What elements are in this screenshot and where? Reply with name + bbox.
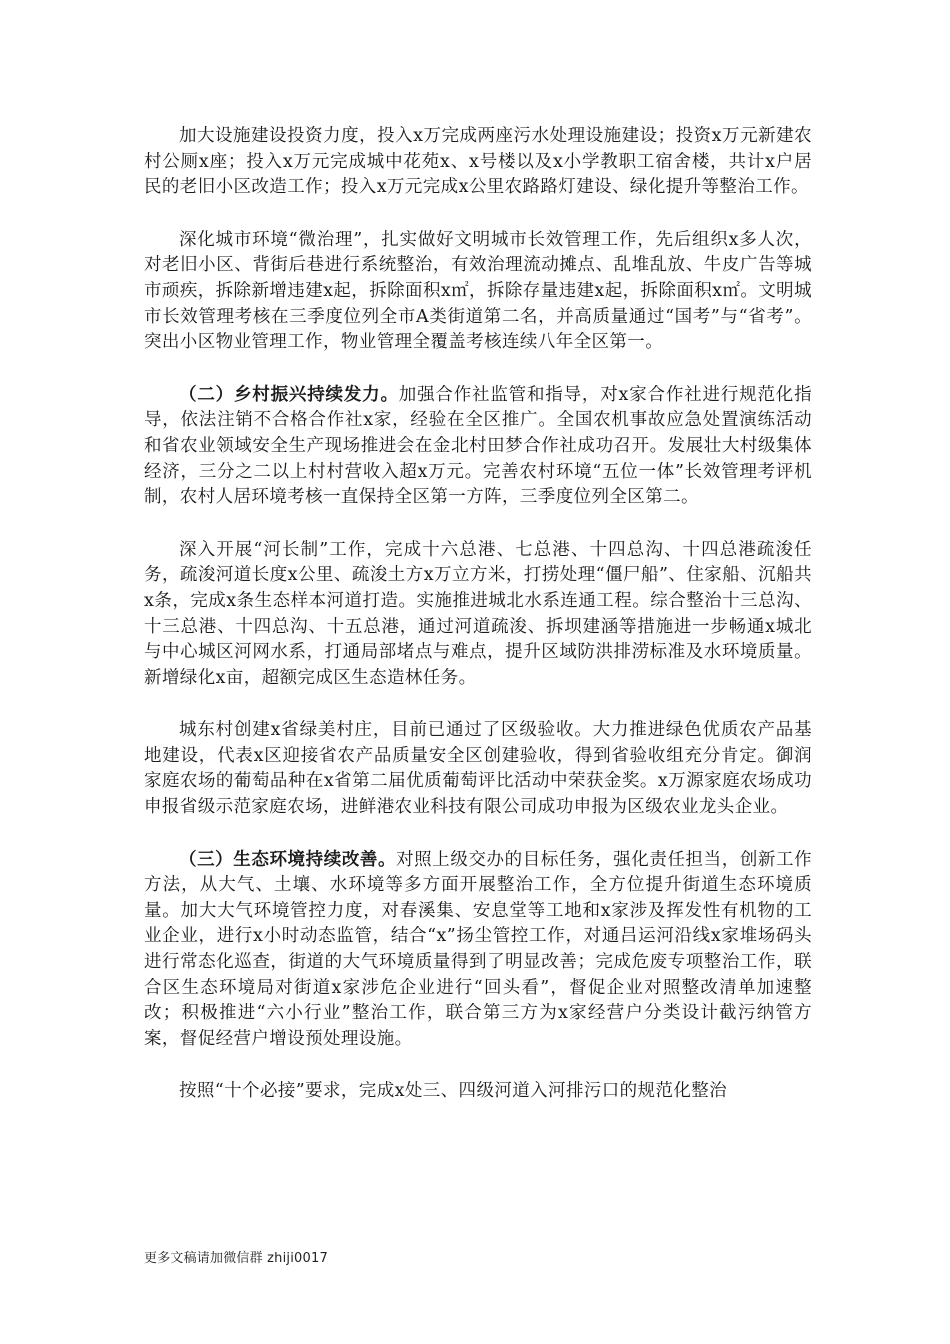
paragraph-facility-investment [144,124,812,201]
footer-note: 更多文稿请加微信群 zhiji0017 [144,1251,328,1266]
paragraph-text: 深化城市环境“微治理”，扎实做好文明城市长效管理工作，先后组织x多人次，对老旧小区、背街后巷进行系统整治，有效治理流动摊点、乱堆乱放、牛皮广告等城市顽疾，拆除新增违建x起，拆除面积x㎡，拆除存量违建x起，拆除面积x㎡。文明城市长效管理考核在三季度位列全市A类街道第二名，并高质量通过“国考”与“省考”。突出小区物业管理工作，物业管理全覆盖考核连续八年全区第一。 [144,229,812,353]
paragraph-green-village [144,718,812,820]
section-heading: （三）生态环境持续改善。 [179,849,397,870]
paragraph-text: 按照“十个必接”要求，完成x处三、四级河道入河排污口的规范化整治 [179,1081,728,1102]
document-body [144,124,812,1132]
paragraph-rural-revitalization [144,383,812,511]
paragraph-river-chief [144,538,812,692]
paragraph-text: 加强合作社监管和指导，对x家合作社进行规范化指导，依法注销不合格合作社x家，经验在全区推广。全国农机事故应急处置演练活动和省农业领域安全生产现场推进会在金北村田梦合作社成功召开。发展壮大村级集体经济，三分之二以上村村营收入超x万元。完善农村环境“五位一体”长效管理考评机制，农村人居环境考核一直保持全区第一方阵，三季度位列全区第二。 [144,384,812,508]
paragraph-text: 城东村创建x省绿美村庄，目前已通过了区级验收。大力推进绿色优质农产品基地建设，代表x区迎接省农产品质量安全区创建验收，得到省验收组充分肯定。御润家庭农场的葡萄品种在x省第二届优质葡萄评比活动中荣获金奖。x万源家庭农场成功申报省级示范家庭农场，进鲜港农业科技有限公司成功申报为区级农业龙头企业。 [144,720,812,818]
paragraph-ecological-environment [144,848,812,1053]
paragraph-sewage-outlets [144,1079,812,1105]
section-heading: （二）乡村振兴持续发力。 [179,384,399,405]
paragraph-text: 加大设施建设投资力度，投入x万完成两座污水处理设施建设；投资x万元新建农村公厕x座；投入x万元完成城中花苑x、x号楼以及x小学教职工宿舍楼，共计x户居民的老旧小区改造工作；投入x万元完成x公里农路路灯建设、绿化提升等整治工作。 [144,126,812,198]
paragraph-urban-micro-governance [144,228,812,356]
paragraph-text: 深入开展“河长制”工作，完成十六总港、七总港、十四总沟、十四总港疏浚任务，疏浚河道长度x公里、疏浚土方x万立方米，打捞处理“僵尸船”、住家船、沉船共x条，完成x条生态样本河道打造。实施推进城北水系连通工程。综合整治十三总沟、十三总港、十四总沟、十五总港，通过河道疏浚、拆坝建涵等措施进一步畅通x城北与中心城区河网水系，打通局部堵点与难点，提升区域防洪排涝标准及水环境质量。新增绿化x亩，超额完成区生态造林任务。 [144,539,812,688]
paragraph-text: 对照上级交办的目标任务，强化责任担当，创新工作方法，从大气、土壤、水环境等多方面开展整治工作，全方位提升街道生态环境质量。加大大气环境管控力度，对春溪集、安息堂等工地和x家涉及挥发性有机物的工业企业，进行x小时动态监管，结合“x”扬尘管控工作，对通吕运河沿线x家堆场码头进行常态化巡查，街道的大气环境质量得到了明显改善；完成危废专项整治工作，联合区生态环境局对街道x家涉危企业进行“回头看”，督促企业对照整改清单加速整改；积极推进“六小行业”整治工作，联合第三方为x家经营户分类设计截污纳管方案，督促经营户增设预处理设施。 [144,849,812,1049]
